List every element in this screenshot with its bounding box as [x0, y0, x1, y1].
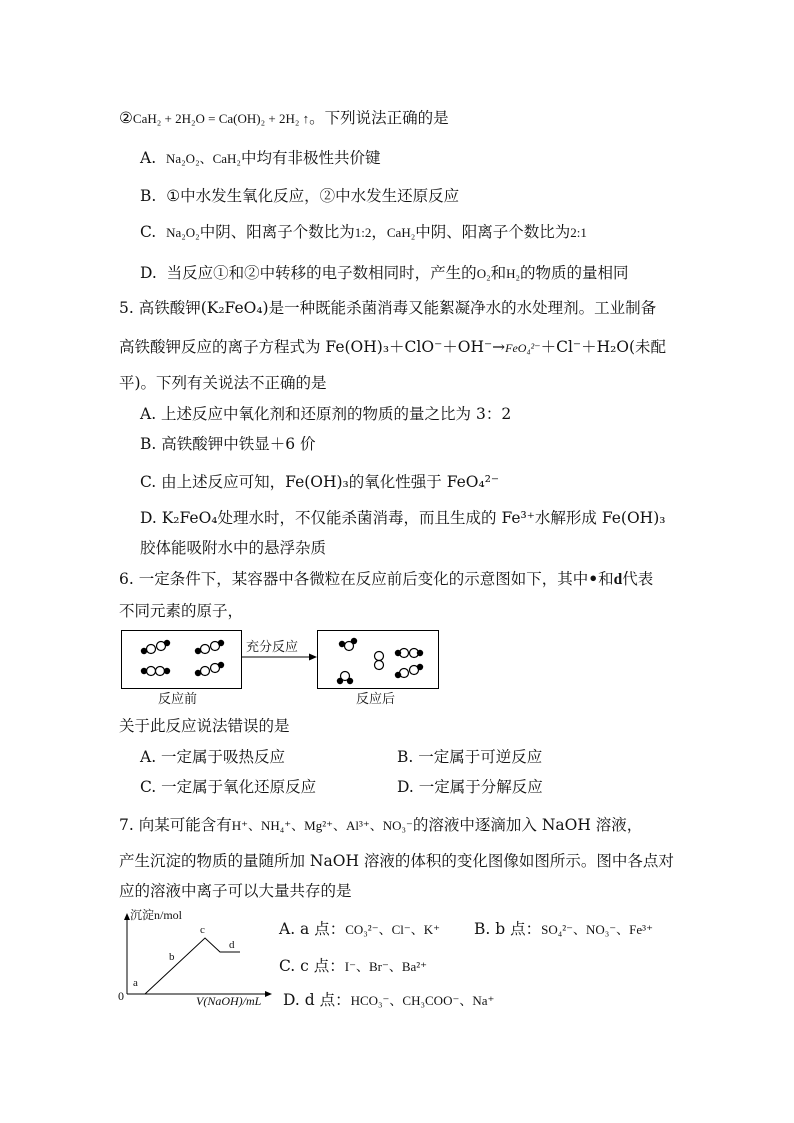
stem-text: 的溶液中逐滴加入 NaOH 溶液，	[412, 816, 643, 834]
stem-text: 高铁酸钾反应的离子方程式为 Fe(OH)₃＋ClO⁻＋OH⁻→	[119, 338, 506, 356]
option-text: 的物质的量相同	[520, 264, 629, 282]
ratio: 2:1	[570, 225, 587, 240]
q4-option-b	[140, 186, 459, 206]
option-text: 和	[490, 264, 507, 282]
graph-origin: 0	[118, 989, 124, 1003]
ferrate-formula: FeO₄²⁻	[505, 341, 541, 355]
curve-line	[127, 938, 240, 994]
q5-option-c: C. 由上述反应可知，Fe(OH)₃的氧化性强于 FeO₄²⁻	[140, 473, 500, 491]
formula: O₂	[476, 266, 491, 281]
stem-text: 7. 向某可能含有	[119, 816, 232, 834]
after-label: 反应后	[356, 692, 396, 707]
point-b-label: b	[169, 951, 175, 963]
before-box	[121, 630, 242, 689]
q5-option-b: B. 高铁酸钾中铁显＋6 价	[140, 435, 316, 453]
option-label: A. a 点：	[279, 920, 346, 938]
point-c-label: c	[200, 924, 205, 936]
q7-stem-line1	[119, 815, 642, 836]
option-label: B. b 点：	[474, 920, 542, 938]
ion-list: SO₄²⁻、NO₃⁻、Fe³⁺	[541, 922, 653, 937]
q5-option-a: A. 上述反应中氧化剂和还原剂的物质的量之比为 3：2	[140, 405, 512, 423]
reaction-2-suffix: 。下列说法正确的是	[309, 109, 449, 127]
stem-text: 6. 一定条件下，某容器中各微粒在反应前后变化的示意图如下，其中	[119, 570, 589, 588]
graph-y-label: 沉淀n/mol	[130, 908, 183, 922]
q6-question: 关于此反应说法错误的是	[119, 717, 290, 735]
q4-option-d	[140, 263, 629, 284]
reaction-2-equation: CaH₂ + 2H₂O = Ca(OH)₂ + 2H₂ ↑	[132, 111, 310, 126]
option-text: 当反应①和②中转移的电子数相同时，产生的	[166, 264, 477, 282]
option-label: B.	[140, 187, 157, 205]
q6-option-b: B. 一定属于可逆反应	[397, 748, 543, 766]
circled-2: ②	[119, 109, 133, 127]
ion-list: H⁺、NH₄⁺、Mg²⁺、Al³⁺、NO₃⁻	[231, 818, 413, 833]
q4-option-a	[140, 148, 380, 169]
after-molecules	[318, 631, 438, 688]
ion-list: CO₃²⁻、Cl⁻、K⁺	[345, 922, 440, 937]
reaction-2-line	[119, 108, 449, 129]
q7-option-a	[279, 919, 440, 940]
q7-stem-line3: 应的溶液中离子可以大量共存的是	[119, 882, 352, 900]
ion-list: I⁻、Br⁻、Ba²⁺	[344, 959, 428, 974]
formula: H₂	[506, 266, 521, 281]
d-atom-symbol: d	[613, 571, 623, 588]
q6-option-c: C. 一定属于氧化还原反应	[140, 778, 317, 796]
dot-atom-symbol: •	[588, 569, 599, 588]
q6-option-d: D. 一定属于分解反应	[397, 778, 543, 796]
option-label: A.	[140, 149, 157, 167]
q5-stem-line1: 5. 高铁酸钾(K₂FeO₄)是一种既能杀菌消毒又能絮凝净水的水处理剂。工业制备	[119, 299, 657, 317]
stem-text: 代表	[622, 570, 654, 588]
before-label: 反应前	[158, 692, 198, 707]
after-box	[317, 630, 439, 689]
q6-option-a: A. 一定属于吸热反应	[140, 748, 286, 766]
graph-x-label: V(NaOH)/mL	[196, 994, 262, 1008]
option-text: ①中水发生氧化反应，②中水发生还原反应	[166, 187, 460, 205]
option-text: 中阴、阳离子个数比为	[199, 223, 355, 241]
before-molecules	[122, 631, 241, 688]
q5-option-d-line1: D. K₂FeO₄处理水时，不仅能杀菌消毒，而且生成的 Fe³⁺水解形成 Fe(OH)₃	[140, 509, 666, 527]
arrow-label: 充分反应	[246, 640, 299, 655]
q5-stem-line3: 平)。下列有关说法不正确的是	[119, 374, 327, 392]
q5-stem-line2	[119, 337, 666, 358]
formula: Na₂O₂	[166, 225, 200, 240]
option-text: 中阴、阳离子个数比为	[415, 223, 571, 241]
reaction-arrow	[241, 652, 318, 662]
q7-option-b	[474, 919, 653, 940]
q7-option-d	[283, 990, 494, 1011]
option-label: C. c 点：	[279, 957, 345, 975]
option-label: D. d 点：	[283, 991, 351, 1009]
option-label: C.	[140, 223, 157, 241]
q6-stem-line1	[119, 569, 653, 590]
stem-text: ＋Cl⁻＋H₂O(未配	[540, 338, 667, 356]
formula: CaH₂	[386, 225, 416, 240]
q7-stem-line2: 产生沉淀的物质的量随所加 NaOH 溶液的体积的变化图像如图所示。图中各点对	[119, 852, 674, 870]
q5-option-d-line2: 胶体能吸附水中的悬浮杂质	[140, 539, 327, 557]
stem-text: 和	[598, 570, 614, 588]
q7-option-c	[279, 956, 427, 977]
point-a-label: a	[133, 977, 138, 989]
q6-stem-line2: 不同元素的原子，	[119, 602, 244, 620]
formula: Na₂O₂、CaH₂	[165, 151, 241, 166]
point-d-label: d	[229, 939, 235, 951]
ratio: 1:2	[354, 225, 372, 240]
ion-list: HCO₃⁻、CH₃COO⁻、Na⁺	[350, 993, 495, 1008]
x-axis-arrow	[265, 991, 272, 997]
option-text: 中均有非极性共价键	[240, 149, 381, 167]
q4-option-c	[140, 222, 587, 243]
option-label: D.	[140, 264, 157, 282]
separator: ，	[371, 223, 387, 241]
